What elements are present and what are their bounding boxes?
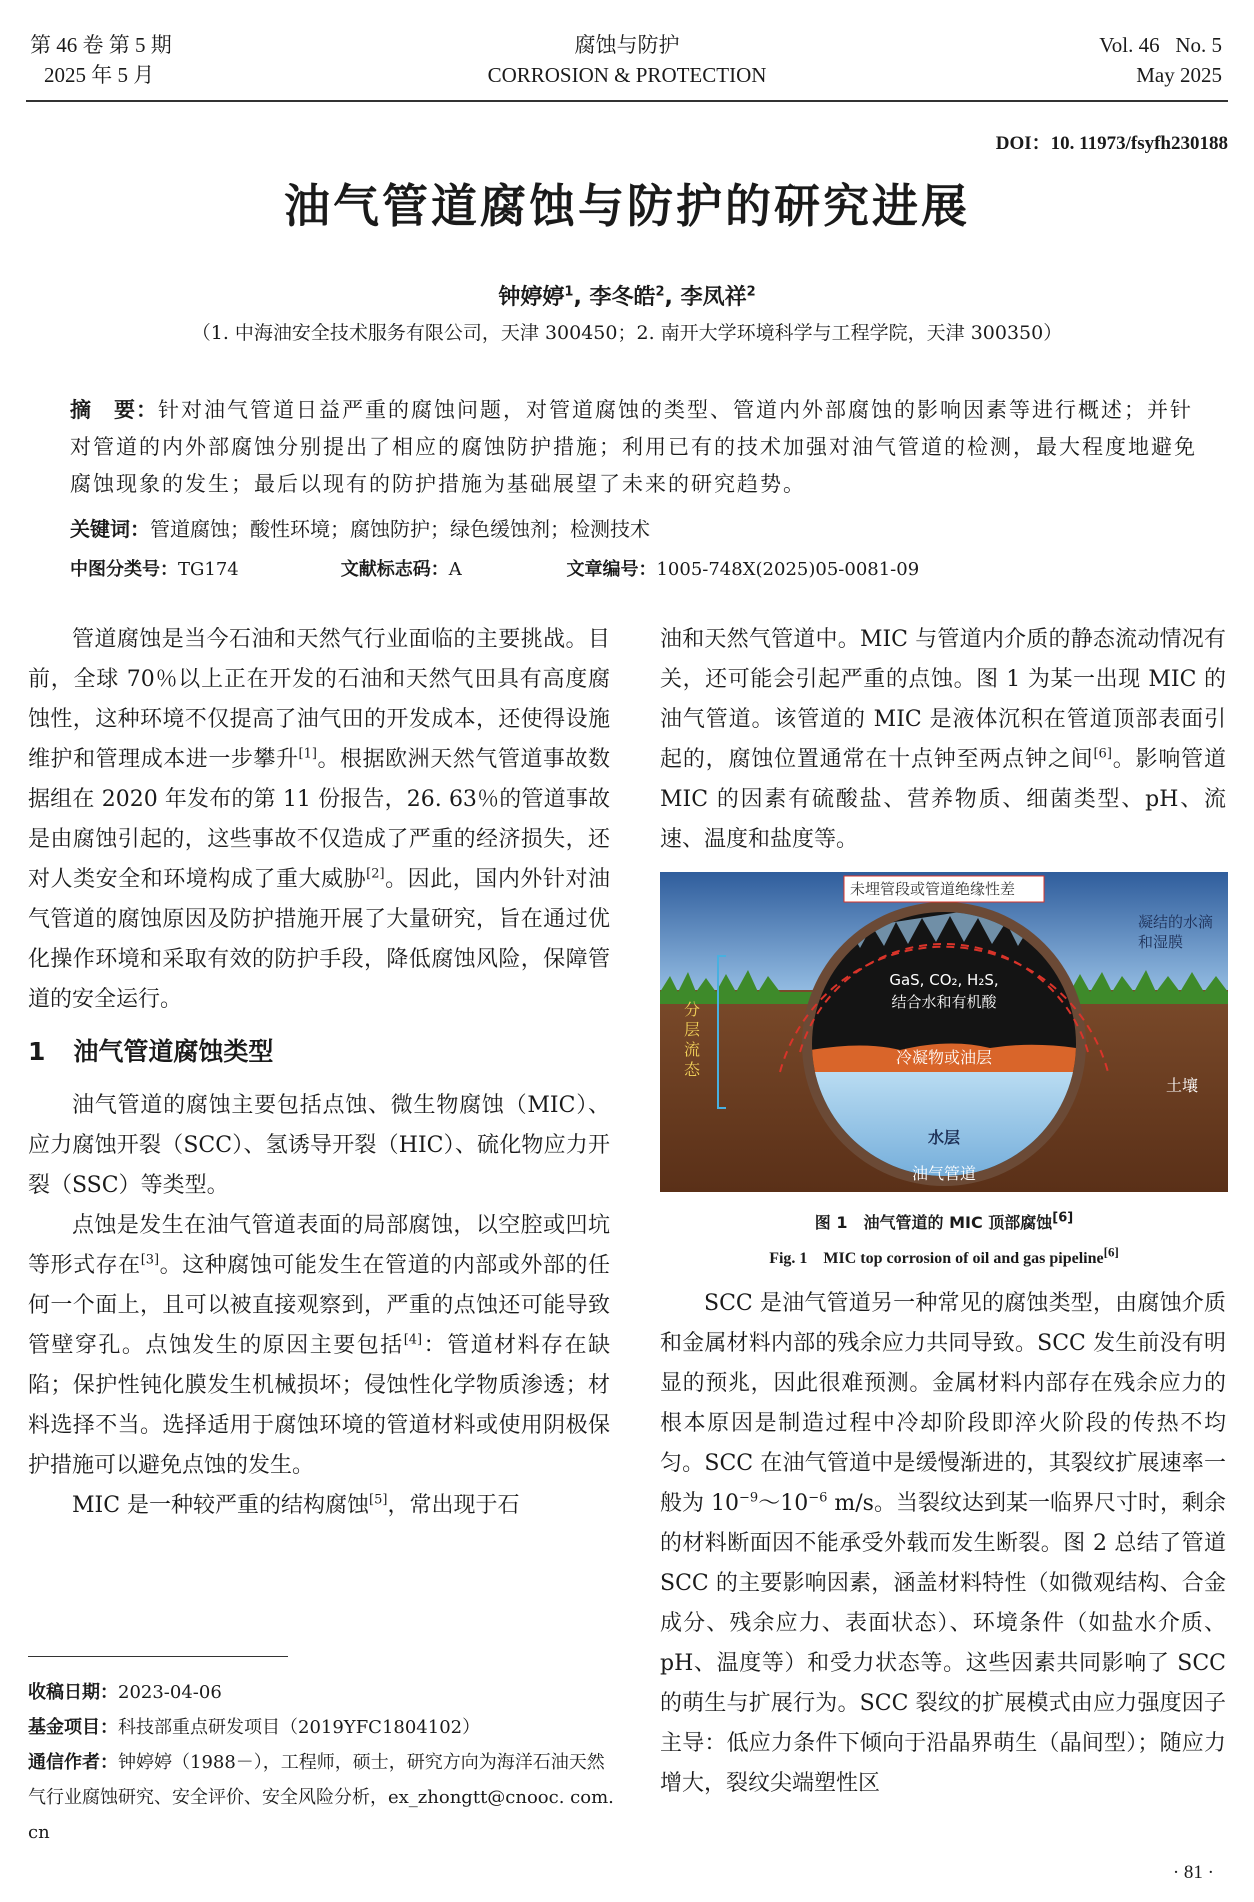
citation[interactable]: [1] — [298, 746, 317, 762]
section-title: 油气管道腐蚀类型 — [73, 1037, 274, 1066]
author: 李凤祥 — [680, 285, 747, 310]
label-gas-line2: 结合水和有机酸 — [891, 993, 997, 1011]
journal-title — [0, 30, 1254, 90]
author-affil-sup: 2 — [655, 284, 665, 300]
citation[interactable]: [3] — [140, 1252, 160, 1268]
clc-value: TG174 — [178, 559, 239, 580]
figure-1-image — [660, 872, 1228, 1192]
doi[interactable]: DOI：10. 11973/fsyfh230188 — [995, 133, 1228, 154]
received-date — [28, 1675, 618, 1710]
header-divider — [26, 100, 1228, 102]
page-number: · 81 · — [1172, 1862, 1214, 1883]
author-value: 钟婷婷（1988－），工程师，硕士，研究方向为海洋石油天然气行业腐蚀研究、安全评价、安全风险分析，ex_zhongtt@cnooc. com. cn — [28, 1752, 614, 1843]
citation[interactable]: [4] — [403, 1332, 423, 1348]
citation[interactable]: [2] — [366, 866, 385, 882]
body-paragraph — [28, 1206, 610, 1486]
author-affil-sup: 2 — [746, 284, 756, 300]
text-run: 。因此，国内外针对油气管道的腐蚀原因及防护措施开展了大量研究，旨在通过优化操作环境和采取有效的防护手段，降低腐蚀风险，保障管道的安全运行。 — [28, 867, 610, 1012]
abstract-text: 针对油气管道日益严重的腐蚀问题，对管道腐蚀的类型、管道内外部腐蚀的影响因素等进行概述；并针对管道的内外部腐蚀分别提出了相应的腐蚀防护措施；利用已有的技术加强对油气管道的检测，最大程度地避免腐蚀现象的发生；最后以现有的防护措施为基础展望了未来的研究趋势。 — [70, 398, 1197, 496]
caption-text: 图 1 油气管道的 MIC 顶部腐蚀 — [814, 1213, 1053, 1232]
journal-title-en: CORROSION & PROTECTION — [487, 63, 767, 87]
body-paragraph — [660, 620, 1226, 860]
body-paragraph — [660, 1284, 1226, 1804]
section-number: 1 — [28, 1037, 46, 1066]
text-run: SCC 是油气管道另一种常见的腐蚀类型，由腐蚀介质和金属材料内部的残余应力共同导致。SCC 发生前没有明显的预兆，因此很难预测。金属材料内部存在残余应力的根本原因是制造过程中冷却阶段即淬火阶段的传热不均匀。SCC 在油气管道中是缓慢渐进的，其裂纹扩展速率一般为 10 — [660, 1291, 1226, 1516]
exponent: −9 — [739, 1490, 759, 1506]
text-run: MIC 是一种较严重的结构腐蚀 — [72, 1493, 370, 1518]
label-soil: 土壤 — [1166, 1076, 1199, 1095]
fund-info — [28, 1710, 618, 1745]
footnote-divider — [28, 1656, 288, 1657]
figure-caption-cn — [660, 1210, 1228, 1233]
label-gas-line1: GaS, CO₂, H₂S, — [889, 971, 999, 989]
right-column-bottom — [660, 1284, 1226, 1804]
label-water-layer: 水层 — [927, 1128, 960, 1147]
citation[interactable]: [6] — [1093, 746, 1112, 762]
abstract — [70, 392, 1200, 503]
section-heading — [28, 1032, 610, 1072]
author: 钟婷婷 — [498, 285, 565, 310]
received-label: 收稿日期： — [28, 1682, 118, 1703]
keywords — [70, 514, 1200, 544]
affiliation: （1. 中海油安全技术服务有限公司，天津 300450；2. 南开大学环境科学与工程学院，天津 300350） — [191, 322, 1063, 344]
text-run: 。根据欧洲天然气管道事故数据组在 2020 年发布的第 11 份报告，26. 63％的管道事故是由腐蚀引起的，这些事故不仅造成了严重的经济损失，还对人类安全和环境构成了重大威胁 — [28, 747, 610, 892]
author: 李冬皓 — [589, 285, 656, 310]
body-paragraph — [28, 1486, 610, 1526]
clc-label: 中图分类号： — [70, 559, 178, 580]
doc-code-value: A — [448, 559, 462, 580]
journal-title-cn: 腐蚀与防护 — [574, 33, 680, 57]
figure-caption-en — [660, 1245, 1228, 1268]
text-run: m/s。当裂纹达到某一临界尺寸时，剩余的材料断面因不能承受外载而发生断裂。图 2 总结了管道 SCC 的主要影响因素，涵盖材料特性（如微观结构、合金成分、残余应力、表面状态）、环境条件（如盐水介质、pH、温度等）和受力状态等。这些因素共同影响了 SCC 的萌生与扩展行为。SCC 裂纹的扩展模式由应力强度因子主导：低应力条件下倾向于沿晶界萌生（晶间型）；随应力增大，裂纹尖端塑性区 — [660, 1491, 1227, 1796]
doc-code-label: 文献标志码： — [340, 559, 449, 580]
left-column — [28, 620, 610, 1526]
classification-meta — [70, 555, 1200, 585]
text-run: 。这种腐蚀可能发生在管道的内部或外部的任何一个面上，且可以被直接观察到，严重的点蚀还可能导致管壁穿孔。点蚀发生的原因主要包括 — [28, 1253, 610, 1358]
text-run: 点蚀是发生在油气管道表面的局部腐蚀，以空腔或凹坑等形式存在 — [28, 1213, 610, 1278]
text-run: ～10 — [758, 1491, 809, 1516]
paper-title: 油气管道腐蚀与防护的研究进展 — [284, 179, 970, 233]
label-oil-layer: 冷凝物或油层 — [895, 1048, 992, 1067]
author-label: 通信作者： — [28, 1752, 118, 1773]
caption-text: Fig. 1 MIC top corrosion of oil and gas pipeline — [769, 1250, 1104, 1267]
text-run: 。影响管道 MIC 的因素有硫酸盐、营养物质、细菌类型、pH、流速、温度和盐度等。 — [660, 747, 1226, 852]
citation[interactable]: [6] — [1103, 1244, 1119, 1260]
article-number-label: 文章编号： — [566, 559, 657, 580]
fund-value: 科技部重点研发项目（2019YFC1804102） — [118, 1717, 481, 1738]
journal-volume-en — [1099, 30, 1222, 90]
corresponding-author — [28, 1745, 618, 1850]
keywords-label: 关键词： — [70, 517, 150, 541]
label-pipeline: 油气管道 — [911, 1164, 976, 1183]
volume-issue-en: Vol. 46 No. 5 — [1099, 33, 1222, 57]
label-unburied-section: 未埋管段或管道绝缘性差 — [850, 880, 1016, 898]
author-affil-sup: 1 — [564, 284, 574, 300]
keywords-text: 管道腐蚀；酸性环境；腐蚀防护；绿色缓蚀剂；检测技术 — [150, 517, 650, 541]
issue-date-en: May 2025 — [1136, 63, 1222, 87]
intro-paragraph — [28, 620, 610, 1020]
footnotes — [28, 1675, 618, 1850]
label-condensate: 凝结的水滴和湿膜 — [1138, 913, 1214, 951]
label-stratified-flow: 分层流态 — [684, 1000, 701, 1079]
volume-issue: 第 46 卷 第 5 期 — [30, 33, 172, 57]
text-run: 油和天然气管道中。MIC 与管道内介质的静态流动情况有关，还可能会引起严重的点蚀。图 1 为某一出现 MIC 的油气管道。该管道的 MIC 是液体沉积在管道顶部表面引起的，腐蚀位置通常在十点钟至两点钟之间 — [660, 627, 1226, 772]
citation[interactable]: [6] — [1052, 1210, 1074, 1226]
article-number-value: 1005-748X(2025)05-0081-09 — [656, 559, 920, 580]
issue-date-cn: 2025 年 5 月 — [44, 63, 155, 87]
text-run: ：管道材料存在缺陷；保护性钝化膜发生机械损坏；侵蚀性化学物质渗透；材料选择不当。选择适用于腐蚀环境的管道材料或使用阴极保护措施可以避免点蚀的发生。 — [28, 1333, 610, 1478]
exponent: −6 — [808, 1490, 828, 1506]
text-run: 管道腐蚀是当今石油和天然气行业面临的主要挑战。目前，全球 70％以上正在开发的石油和天然气田具有高度腐蚀性，这种环境不仅提高了油气田的开发成本，还使得设施维护和管理成本进一步攀升 — [28, 627, 610, 772]
received-value: 2023-04-06 — [118, 1682, 222, 1703]
text-run: ，常出现于石 — [387, 1493, 520, 1518]
abstract-label: 摘 要： — [70, 398, 158, 422]
authors: 钟婷婷$^1$, 李冬皓$^2$, 李凤祥$^2$ — [498, 284, 756, 310]
fund-label: 基金项目： — [28, 1717, 118, 1738]
citation[interactable]: [5] — [369, 1492, 388, 1508]
body-paragraph: 油气管道的腐蚀主要包括点蚀、微生物腐蚀（MIC）、应力腐蚀开裂（SCC）、氢诱导开裂（HIC）、硫化物应力开裂（SSC）等类型。 — [28, 1093, 610, 1198]
right-column-top — [660, 620, 1226, 860]
